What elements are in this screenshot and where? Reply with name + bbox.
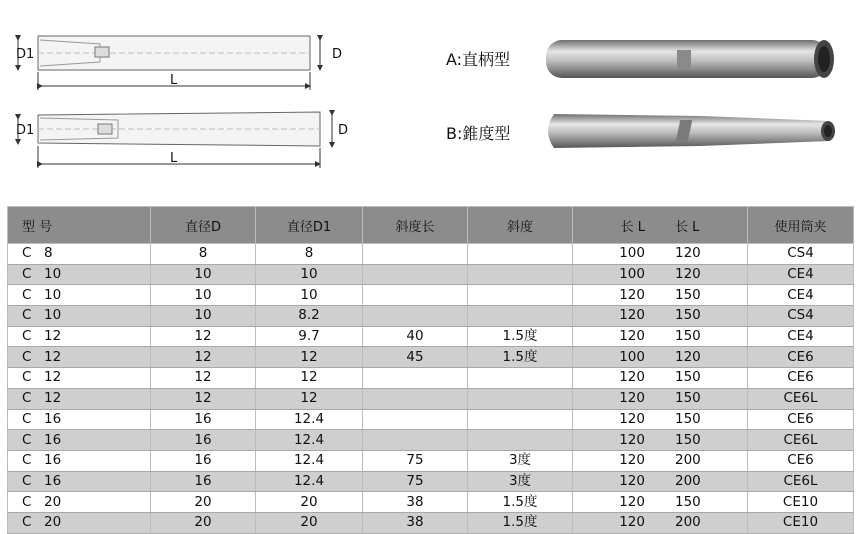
table-row	[8, 492, 854, 513]
straight-shank-photo	[540, 36, 840, 86]
cell-model-prefix: C	[22, 307, 32, 324]
cell-model-size: 12	[44, 390, 62, 407]
cell-model	[8, 471, 151, 492]
table-row	[8, 430, 854, 451]
cell-taper: 1.5度	[468, 326, 573, 347]
header-length-1: 长 L	[620, 219, 645, 235]
table-row	[8, 388, 854, 409]
cell-model-size: 20	[44, 493, 62, 510]
header-illustrations	[0, 0, 860, 200]
cell-length-1: 120	[619, 390, 645, 407]
cell-taper-length	[363, 244, 468, 265]
header-model: 型 号	[8, 207, 151, 244]
cell-length-1: 100	[619, 266, 645, 283]
cell-model	[8, 306, 151, 327]
cell-taper-length: 75	[363, 471, 468, 492]
cell-diameter-d1: 12	[256, 347, 363, 368]
table-row	[8, 244, 854, 265]
cell-collet: CE6	[748, 409, 854, 430]
cell-collet: CE6	[748, 368, 854, 389]
cell-length-2: 120	[675, 245, 701, 262]
cell-model-prefix: C	[22, 369, 32, 386]
cell-length-1: 120	[619, 452, 645, 469]
cell-diameter-d: 12	[151, 326, 256, 347]
cell-taper	[468, 285, 573, 306]
dimension-drawings	[0, 0, 420, 200]
table-header-row	[8, 207, 854, 244]
cell-length-2: 120	[675, 266, 701, 283]
cell-model	[8, 409, 151, 430]
cell-model	[8, 347, 151, 368]
cell-model-size: 10	[44, 307, 62, 324]
header-diameter-d1: 直径D1	[256, 207, 363, 244]
header-length	[573, 207, 748, 244]
cell-diameter-d1: 12	[256, 368, 363, 389]
cell-collet: CE4	[748, 264, 854, 285]
cell-model-size: 16	[44, 472, 62, 489]
cell-taper: 3度	[468, 450, 573, 471]
cell-taper-length: 38	[363, 492, 468, 513]
cell-diameter-d1: 10	[256, 264, 363, 285]
cell-diameter-d1: 8	[256, 244, 363, 265]
cell-model-prefix: C	[22, 431, 32, 448]
cell-length	[573, 430, 748, 451]
cell-taper: 1.5度	[468, 492, 573, 513]
table-row	[8, 326, 854, 347]
cell-model-prefix: C	[22, 452, 32, 469]
cell-diameter-d: 12	[151, 368, 256, 389]
cell-length-1: 100	[619, 245, 645, 262]
cell-collet: CE6L	[748, 471, 854, 492]
cell-taper	[468, 244, 573, 265]
cell-length	[573, 285, 748, 306]
cell-length-2: 150	[675, 390, 701, 407]
cell-diameter-d: 20	[151, 512, 256, 533]
cell-diameter-d1: 10	[256, 285, 363, 306]
table-row	[8, 409, 854, 430]
cell-length-2: 200	[675, 452, 701, 469]
cell-length	[573, 326, 748, 347]
cell-length	[573, 471, 748, 492]
cell-diameter-d1: 20	[256, 512, 363, 533]
cell-taper	[468, 264, 573, 285]
cell-diameter-d: 16	[151, 471, 256, 492]
cell-length-1: 120	[619, 514, 645, 531]
dim-d-label-a: D	[332, 47, 343, 62]
cell-model	[8, 285, 151, 306]
dim-d1-label-b: D1	[16, 123, 35, 138]
cell-model-size: 10	[44, 266, 62, 283]
dim-d-label-b: D	[338, 123, 349, 138]
cell-length	[573, 450, 748, 471]
table-row	[8, 285, 854, 306]
cell-taper: 1.5度	[468, 512, 573, 533]
cell-length	[573, 347, 748, 368]
cell-model-size: 10	[44, 286, 62, 303]
spec-table	[7, 206, 854, 534]
cell-diameter-d1: 20	[256, 492, 363, 513]
cell-taper-length	[363, 430, 468, 451]
table-row	[8, 512, 854, 533]
cell-model	[8, 512, 151, 533]
cell-model-size: 12	[44, 328, 62, 345]
cell-taper	[468, 388, 573, 409]
cell-diameter-d1: 12.4	[256, 450, 363, 471]
table-row	[8, 471, 854, 492]
cell-diameter-d: 20	[151, 492, 256, 513]
tapered-shank-photo	[540, 112, 840, 152]
cell-model-size: 16	[44, 452, 62, 469]
cell-diameter-d: 16	[151, 450, 256, 471]
cell-model-prefix: C	[22, 493, 32, 510]
type-a-label: A:直柄型	[446, 50, 511, 69]
cell-diameter-d1: 12	[256, 388, 363, 409]
cell-diameter-d: 10	[151, 285, 256, 306]
cell-model	[8, 492, 151, 513]
cell-diameter-d: 16	[151, 409, 256, 430]
cell-diameter-d1: 12.4	[256, 409, 363, 430]
dim-d1-label-a: D1	[16, 47, 35, 62]
dim-l-label-b: L	[170, 151, 178, 166]
cell-model	[8, 326, 151, 347]
cell-diameter-d: 10	[151, 264, 256, 285]
header-collet: 使用筒夹	[748, 207, 854, 244]
cell-taper: 3度	[468, 471, 573, 492]
cell-taper	[468, 306, 573, 327]
cell-model-prefix: C	[22, 472, 32, 489]
cell-collet: CE6L	[748, 388, 854, 409]
cell-length	[573, 368, 748, 389]
cell-diameter-d1: 9.7	[256, 326, 363, 347]
cell-length-1: 120	[619, 493, 645, 510]
table-row	[8, 306, 854, 327]
cell-length-2: 150	[675, 410, 701, 427]
cell-length-2: 120	[675, 348, 701, 365]
cell-model-size: 16	[44, 410, 62, 427]
cell-diameter-d1: 8.2	[256, 306, 363, 327]
cell-collet: CS4	[748, 244, 854, 265]
cell-diameter-d: 12	[151, 388, 256, 409]
cell-length-2: 200	[675, 472, 701, 489]
cell-diameter-d1: 12.4	[256, 471, 363, 492]
cell-length-2: 150	[675, 307, 701, 324]
cell-length-2: 150	[675, 493, 701, 510]
cell-model-size: 20	[44, 514, 62, 531]
cell-length-1: 100	[619, 348, 645, 365]
cell-collet: CE4	[748, 285, 854, 306]
cell-length-1: 120	[619, 410, 645, 427]
cell-length-2: 150	[675, 431, 701, 448]
cell-diameter-d: 10	[151, 306, 256, 327]
cell-length-1: 120	[619, 431, 645, 448]
cell-length	[573, 409, 748, 430]
cell-length	[573, 264, 748, 285]
cell-collet: CE4	[748, 326, 854, 347]
cell-length	[573, 492, 748, 513]
cell-taper-length	[363, 368, 468, 389]
cell-taper-length: 75	[363, 450, 468, 471]
cell-taper-length	[363, 285, 468, 306]
table-row	[8, 450, 854, 471]
header-taper: 斜度	[468, 207, 573, 244]
cell-collet: CE10	[748, 512, 854, 533]
cell-model-prefix: C	[22, 266, 32, 283]
cell-length-2: 150	[675, 369, 701, 386]
cell-diameter-d: 8	[151, 244, 256, 265]
cell-model	[8, 388, 151, 409]
cell-model-size: 16	[44, 431, 62, 448]
straight-shank-drawing	[18, 36, 320, 90]
cell-length-1: 120	[619, 369, 645, 386]
cell-length	[573, 512, 748, 533]
cell-length-1: 120	[619, 286, 645, 303]
cell-model	[8, 450, 151, 471]
cell-length-1: 120	[619, 472, 645, 489]
cell-model	[8, 368, 151, 389]
cell-collet: CE6	[748, 450, 854, 471]
cell-model-size: 12	[44, 369, 62, 386]
cell-length-1: 120	[619, 328, 645, 345]
cell-model-prefix: C	[22, 245, 32, 262]
cell-length-2: 200	[675, 514, 701, 531]
cell-length	[573, 306, 748, 327]
table-row	[8, 264, 854, 285]
cell-taper	[468, 409, 573, 430]
cell-diameter-d: 12	[151, 347, 256, 368]
table-row	[8, 368, 854, 389]
header-diameter-d: 直径D	[151, 207, 256, 244]
cell-length-2: 150	[675, 286, 701, 303]
cell-model-size: 12	[44, 348, 62, 365]
header-length-2: 长 L	[675, 219, 700, 235]
cell-length-1: 120	[619, 307, 645, 324]
cell-model	[8, 430, 151, 451]
cell-model-prefix: C	[22, 348, 32, 365]
cell-taper	[468, 368, 573, 389]
cell-model	[8, 244, 151, 265]
cell-taper: 1.5度	[468, 347, 573, 368]
cell-model-prefix: C	[22, 328, 32, 345]
cell-diameter-d: 16	[151, 430, 256, 451]
cell-taper-length: 38	[363, 512, 468, 533]
cell-collet: CE10	[748, 492, 854, 513]
cell-taper-length	[363, 409, 468, 430]
cell-taper-length	[363, 388, 468, 409]
cell-diameter-d1: 12.4	[256, 430, 363, 451]
cell-taper-length	[363, 306, 468, 327]
header-taper-length: 斜度长	[363, 207, 468, 244]
cell-length	[573, 388, 748, 409]
cell-model-prefix: C	[22, 390, 32, 407]
cell-collet: CE6	[748, 347, 854, 368]
cell-model-prefix: C	[22, 514, 32, 531]
cell-taper-length: 40	[363, 326, 468, 347]
cell-collet: CE6L	[748, 430, 854, 451]
cell-taper-length: 45	[363, 347, 468, 368]
cell-length-2: 150	[675, 328, 701, 345]
table-body	[8, 244, 854, 534]
cell-model	[8, 264, 151, 285]
cell-taper	[468, 430, 573, 451]
table-row	[8, 347, 854, 368]
cell-length	[573, 244, 748, 265]
cell-model-prefix: C	[22, 410, 32, 427]
dim-l-label-a: L	[170, 73, 178, 88]
cell-model-size: 8	[44, 245, 53, 262]
cell-taper-length	[363, 264, 468, 285]
type-b-label: B:錐度型	[446, 124, 511, 143]
cell-model-prefix: C	[22, 286, 32, 303]
cell-collet: CS4	[748, 306, 854, 327]
